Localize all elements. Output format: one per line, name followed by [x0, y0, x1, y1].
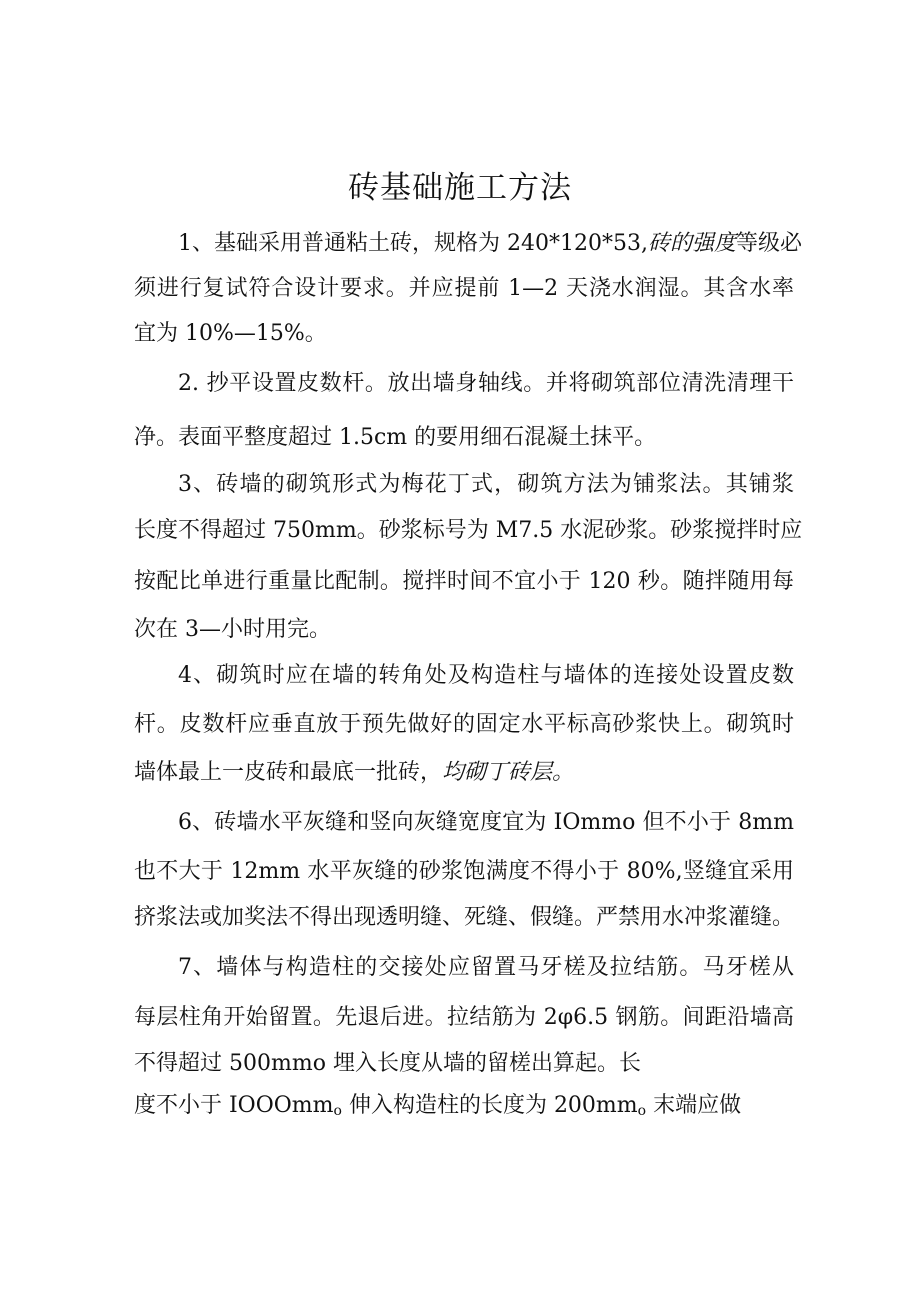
paragraph-1-text-end: 等级必: [735, 231, 802, 256]
paragraph-7-text-a: 度不小于 IOOOmm: [134, 1093, 334, 1118]
paragraph-3-line-2: 长度不得超过 750mm。砂浆标号为 M7.5 水泥砂浆。砂浆搅拌时应: [134, 518, 803, 543]
paragraph-7-line-1: 7、墙体与构造柱的交接处应留置马牙槎及拉结筋。马牙槎从: [178, 955, 794, 980]
paragraph-1-italic-text: 砖的强度: [647, 231, 736, 256]
paragraph-6-line-2: 也不大于 12mm 水平灰缝的砂浆饱满度不得小于 80%,竖缝宜采用: [134, 859, 794, 884]
paragraph-6-line-3: 挤浆法或加奖法不得出现透明缝、死缝、假缝。严禁用水冲浆灌缝。: [134, 905, 795, 930]
paragraph-7-text-b: 伸入构造柱的长度为 200mm: [341, 1093, 638, 1118]
paragraph-3-line-1: 3、砖墙的砌筑形式为梅花丁式，砌筑方法为铺浆法。其铺浆: [178, 472, 794, 497]
paragraph-7-line-3: 不得超过 500mmo 埋入长度从墙的留槎出算起。长: [134, 1051, 641, 1076]
paragraph-7-line-2: 每层柱角开始留置。先退后进。拉结筋为 2φ6.5 钢筋。间距沿墙高: [134, 1005, 794, 1030]
paragraph-1-line-2: 须进行复试符合设计要求。并应提前 1—2 天浇水润湿。其含水率: [134, 276, 794, 301]
paragraph-4-line-2: 杆。皮数杆应垂直放于预先做好的固定水平标高砂浆快上。砌筑时: [134, 712, 794, 737]
subscript-o: o: [333, 1103, 342, 1119]
paragraph-4-italic-text: 均砌丁砖层。: [442, 760, 575, 785]
paragraph-1-line-3: 宜为 10%—15%。: [134, 321, 327, 346]
paragraph-2-line-2: 净。表面平整度超过 1.5cm 的要用细石混凝土抹平。: [134, 425, 657, 450]
paragraph-2-line-1: 2. 抄平设置皮数杆。放出墙身轴线。并将砌筑部位清洗清理干: [178, 371, 794, 396]
paragraph-7-line-4: [134, 1091, 794, 1126]
paragraph-6-line-1: 6、砖墙水平灰缝和竖向灰缝宽度宜为 IOmmo 但不小于 8mm: [178, 810, 794, 835]
paragraph-4-text: 墙体最上一皮砖和最底一批砖，: [134, 760, 443, 785]
paragraph-4-line-3: [134, 758, 794, 788]
paragraph-1-text: 1、基础采用普通粘土砖，规格为 240*120*53,: [178, 231, 648, 256]
paragraph-3-line-4: 次在 3—小时用完。: [134, 617, 331, 642]
subscript-o: o: [637, 1103, 647, 1119]
paragraph-3-line-3: 按配比单进行重量比配制。搅拌时间不宜小于 120 秒。随拌随用每: [134, 569, 794, 594]
page-title: 砖基础施工方法: [348, 170, 572, 206]
paragraph-4-line-1: 4、砌筑时应在墙的转角处及构造柱与墙体的连接处设置皮数: [178, 663, 794, 688]
paragraph-7-text-c: 末端应做: [646, 1093, 742, 1118]
paragraph-1-line-1: [178, 229, 802, 259]
